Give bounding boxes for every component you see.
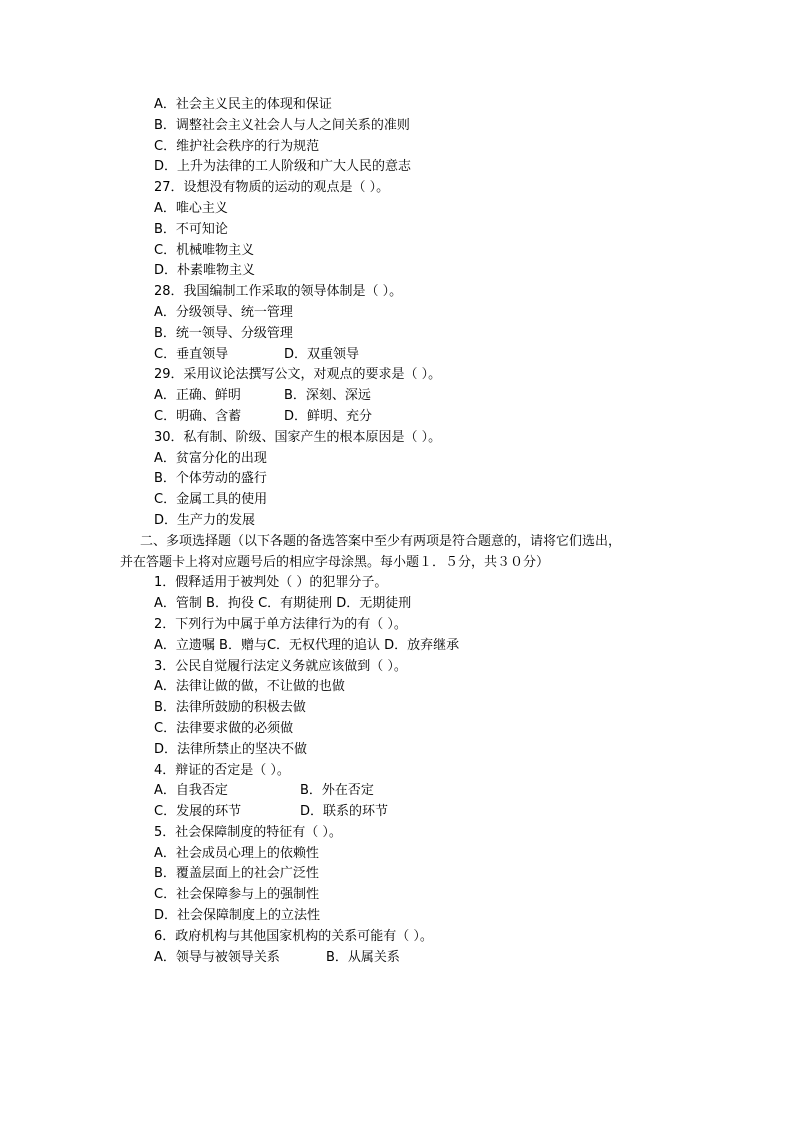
m6-stem: 6．政府机构与其他国家机构的关系可能有（ ）。 (154, 928, 433, 944)
q30-option-a: A．贫富分化的出现 (154, 450, 267, 466)
q28-stem: 28．我国编制工作采取的领导体制是（ ）。 (154, 284, 403, 300)
section2-heading: 二、多项选择题（以下各题的备选答案中至少有两项是符合题意的，请将它们选出， (140, 533, 622, 549)
m6-options-ab (0, 948, 794, 969)
q30-option-c: C．金属工具的使用 (154, 492, 268, 508)
q29-stem: 29．采用议论法撰写公文，对观点的要求是（ ）。 (154, 367, 442, 383)
question-list (0, 95, 794, 968)
m4-options-ab (0, 781, 794, 802)
m3-option-c: C．法律要求做的必须做 (154, 720, 294, 736)
q29-options-ab (0, 386, 794, 407)
m4-option-b: B．外在否定 (300, 783, 374, 799)
m5-option-a: A．社会成员心理上的依赖性 (154, 845, 319, 861)
q27-option-a: A．唯心主义 (154, 200, 228, 216)
m4-option-d: D．联系的环节 (300, 804, 389, 820)
m3-stem: 3．公民自觉履行法定义务就应该做到（ ）。 (154, 658, 407, 674)
q30-stem: 30．私有制、阶级、国家产生的根本原因是（ ）。 (154, 429, 442, 445)
q28-option-c: C．垂直领导 (154, 346, 229, 362)
m6-option-a: A．领导与被领导关系 (154, 949, 280, 965)
q28-option-a: A．分级领导、统一管理 (154, 304, 293, 320)
m1-options: A．管制 B．拘役 C．有期徒刑 D．无期徒刑 (154, 596, 412, 612)
q29-option-c: C．明确、含蓄 (154, 408, 242, 424)
q27-option-d: D．朴素唯物主义 (154, 263, 256, 279)
m4-stem: 4．辩证的否定是（ ）。 (154, 762, 290, 778)
q29-option-b: B．深刻、深远 (284, 388, 371, 404)
q29-option-d: D．鲜明、充分 (284, 408, 373, 424)
q29-options-cd (0, 407, 794, 428)
m5-stem: 5．社会保障制度的特征有（ ）。 (154, 824, 342, 840)
q28-option-d: D．双重领导 (284, 346, 360, 362)
m1-stem: 1．假释适用于被判处（ ）的犯罪分子。 (154, 575, 388, 591)
q29-option-a: A．正确、鲜明 (154, 388, 241, 404)
m3-option-b: B．法律所鼓励的积极去做 (154, 700, 306, 716)
m5-option-d: D．社会保障制度上的立法性 (154, 908, 321, 924)
m3-option-a: A．法律让做的做，不让做的也做 (154, 679, 345, 695)
section2-instructions: 并在答题卡上将对应题号后的相应字母涂黑。每小题１．５分，共３０分） (120, 554, 550, 570)
m4-options-cd (0, 802, 794, 823)
q26-option-c: C．维护社会秩序的行为规范 (154, 138, 320, 154)
q28-options-cd (0, 345, 794, 366)
q28-option-b: B．统一领导、分级管理 (154, 325, 293, 341)
q26-option-b: B．调整社会主义社会人与人之间关系的准则 (154, 117, 410, 133)
q30-option-d: D．生产力的发展 (154, 512, 256, 528)
m5-option-c: C．社会保障参与上的强制性 (154, 887, 320, 903)
m5-option-b: B．覆盖层面上的社会广泛性 (154, 866, 319, 882)
q27-option-c: C．机械唯物主义 (154, 242, 255, 258)
q30-option-b: B．个体劳动的盛行 (154, 471, 267, 487)
m6-option-b: B．从属关系 (326, 949, 400, 965)
m3-option-d: D．法律所禁止的坚决不做 (154, 741, 308, 757)
m4-option-c: C．发展的环节 (154, 804, 242, 820)
q26-option-a: A．社会主义民主的体现和保证 (154, 97, 332, 112)
m2-stem: 2．下列行为中属于单方法律行为的有（ ）。 (154, 616, 407, 632)
q27-option-b: B．不可知论 (154, 221, 228, 237)
q26-option-d: D．上升为法律的工人阶级和广大人民的意志 (154, 159, 412, 175)
q27-stem: 27．设想没有物质的运动的观点是（ ）。 (154, 180, 390, 196)
m4-option-a: A．自我否定 (154, 783, 228, 799)
m2-options: A．立遗嘱 B．赠与C．无权代理的追认 D．放弃继承 (154, 637, 460, 653)
